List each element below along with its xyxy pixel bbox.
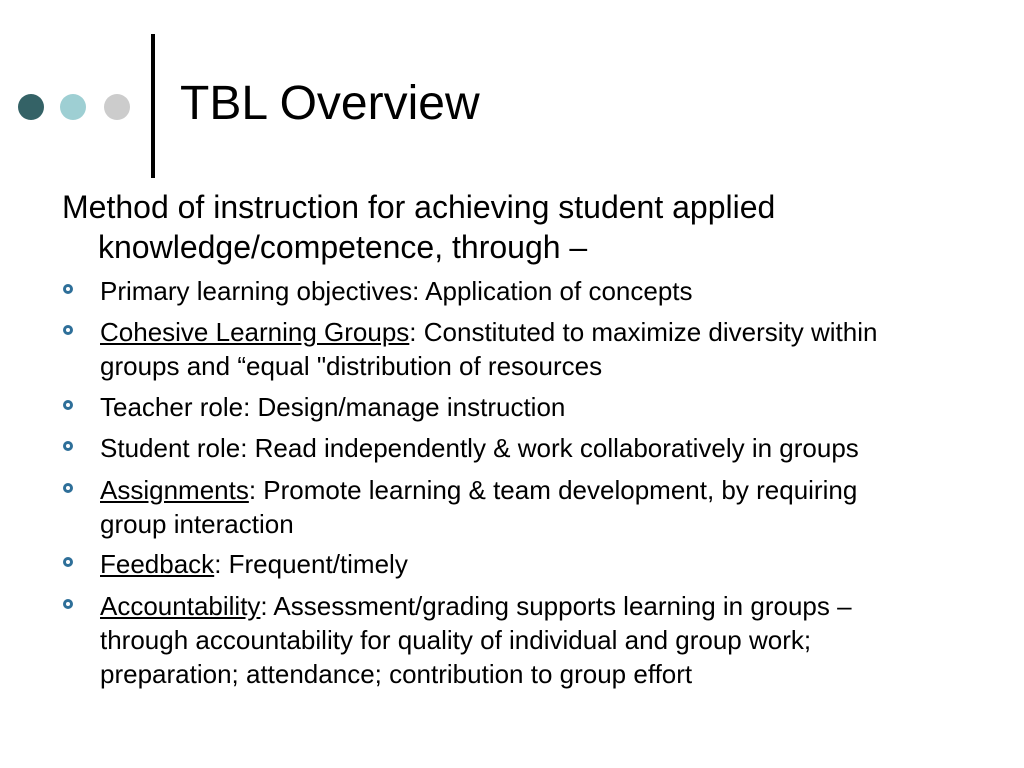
bullet-ring-icon (63, 557, 73, 567)
bullet-text: : Frequent/timely (214, 549, 408, 579)
bullet-text: : Assessment/grading supports learning in groups – (260, 591, 852, 621)
bullet-text: Student role: Read independently & work collaboratively in groups (100, 433, 859, 463)
bullet-ring-icon (63, 441, 73, 451)
bullet-item-teacher-role (100, 390, 990, 424)
bullet-text-line-2: groups and “equal "distribution of resources (100, 351, 603, 381)
decorative-dot-gray (104, 94, 130, 120)
bullet-term: Assignments (100, 475, 249, 505)
slide-title: TBL Overview (180, 77, 480, 130)
decorative-dot-light-teal (60, 94, 86, 120)
bullet-text: Primary learning objectives: Application of concepts (100, 276, 693, 306)
bullet-ring-icon (63, 284, 73, 294)
bullet-ring-icon (63, 325, 73, 335)
bullet-ring-icon (63, 483, 73, 493)
bullet-item-student-role (100, 431, 990, 465)
bullet-item-cohesive-groups (100, 315, 990, 383)
bullet-term: Feedback (100, 549, 215, 579)
bullet-ring-icon (63, 400, 73, 410)
decorative-dot-dark (18, 94, 44, 120)
bullet-item-feedback (100, 547, 990, 581)
bullet-text-line-2: through accountability for quality of individual and group work; (100, 625, 812, 655)
bullet-term: Cohesive Learning Groups (100, 317, 410, 347)
bullet-item-accountability (100, 589, 990, 691)
intro-paragraph (62, 187, 962, 267)
bullet-term: Accountability (100, 591, 261, 621)
bullet-text: Teacher role: Design/manage instruction (100, 392, 566, 422)
intro-line-1: Method of instruction for achieving student applied (62, 189, 776, 225)
bullet-item-objectives (100, 274, 990, 308)
bullet-text-line-2: group interaction (100, 509, 294, 539)
bullet-item-assignments (100, 473, 990, 541)
bullet-text: : Promote learning & team development, by requiring (248, 475, 858, 505)
intro-line-2: knowledge/competence, through – (98, 229, 588, 265)
bullet-ring-icon (63, 599, 73, 609)
bullet-text: : Constituted to maximize diversity within (409, 317, 878, 347)
title-divider-rule (151, 34, 155, 178)
bullet-text-line-3: preparation; attendance; contribution to group effort (100, 659, 693, 689)
